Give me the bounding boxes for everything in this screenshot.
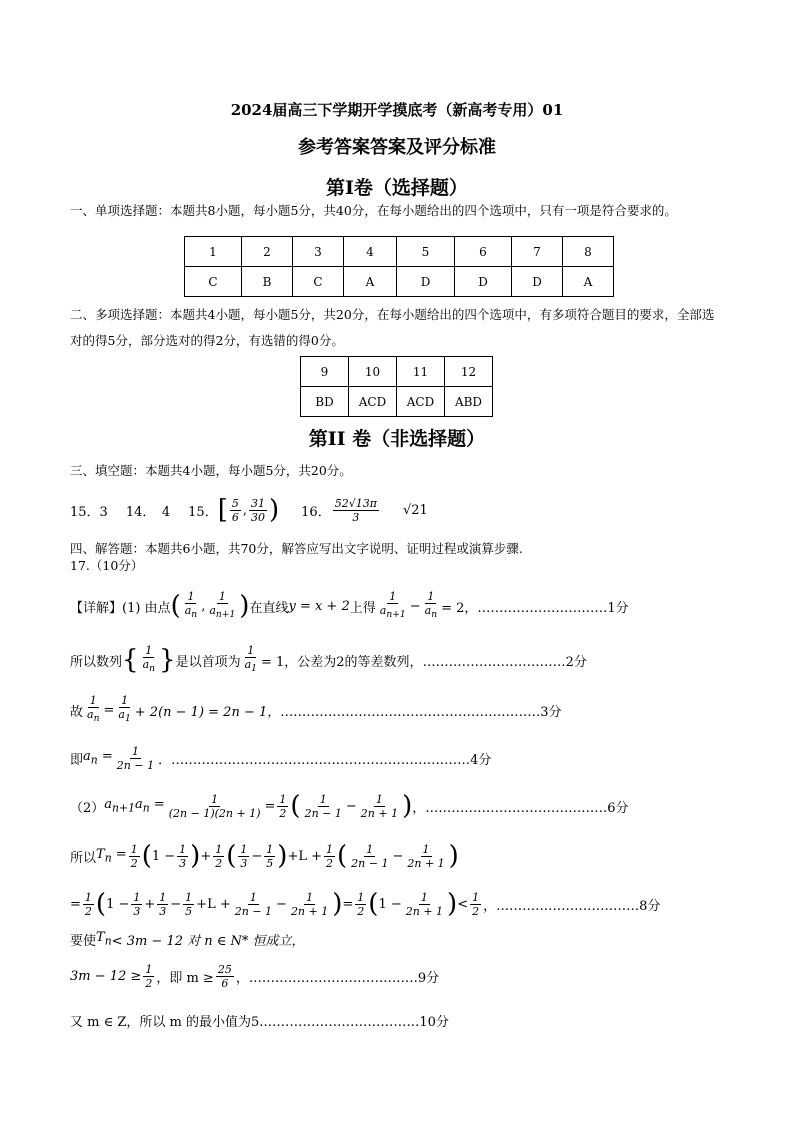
math-symbol: − [409, 598, 421, 614]
solution-text: 在直线 [249, 600, 289, 616]
solution-text: 【详解】(1) 由点 [70, 600, 171, 616]
score-marker: ……………………………………………………………4分 [171, 752, 492, 768]
table-cell: A [344, 267, 397, 297]
math-fraction: $\frac{1}{a_{n+1}}$ [379, 590, 406, 621]
score-marker: ……………………………2分 [422, 654, 587, 670]
math-symbol: ( [226, 841, 237, 871]
math-symbol: − [392, 848, 404, 864]
math-symbol: ( [337, 841, 348, 871]
math-symbol: 1 − [106, 896, 130, 912]
table-cell: D [397, 267, 455, 297]
answer-16-label: 16． [301, 504, 331, 520]
math-symbol: +L + [196, 896, 231, 912]
solution-line-5 [70, 786, 629, 826]
math-fraction: $\frac{1}{2}$ [215, 842, 223, 870]
question-17-label: 17.（10分） [70, 558, 144, 573]
single-choice-table [184, 236, 614, 297]
table-row [185, 267, 614, 297]
math-symbol: 1 − [378, 896, 402, 912]
math-fraction: $\frac{25}{6}$ [217, 962, 232, 990]
fill-blank-answers [70, 490, 428, 530]
math-symbol: ) [402, 791, 413, 821]
math-symbol: [ [217, 495, 228, 525]
math-fraction: $\frac{1}{a_1}$ [118, 694, 131, 725]
math-symbol: ) [190, 841, 201, 871]
solution-text: 要使 [70, 933, 97, 949]
score-marker: ………………………………10分 [263, 1014, 449, 1030]
exam-subtitle: 参考答案答案及评分标准 [298, 137, 496, 158]
math-symbol: , [201, 598, 206, 614]
score-marker: ……………………………………………………3分 [280, 704, 562, 720]
math-symbol: − [276, 896, 287, 912]
math-fraction: $\frac{1}{2n - 1}$ [116, 744, 155, 772]
table-cell: C [293, 267, 344, 297]
table-cell: 11 [397, 357, 445, 387]
math-fraction: $\frac{1}{a_{n+1}}$ [209, 590, 236, 621]
solution-line-2 [70, 640, 587, 680]
math-fraction: $\frac{1}{a_n}$ [184, 590, 198, 621]
math-symbol: ) [448, 841, 459, 871]
solution-text: （2） [70, 800, 105, 816]
part1-heading: 第I卷（选择题） [326, 177, 468, 199]
section2-intro: 二、多项选择题：本题共4小题，每小题5分，共20分，在每小题给出的四个选项中，有多项符合题目的要求，全部选对的得5分，部分选对的得2分，有选错的得0分。 [70, 307, 715, 348]
math-symbol: ( [95, 889, 107, 919]
math-fraction: $\frac{1}{2n + 1}$ [405, 890, 444, 918]
part2-heading: 第II 卷（非选择题） [308, 428, 486, 450]
math-fraction: $\frac{5}{6}$ [231, 496, 239, 524]
table-cell: B [242, 267, 293, 297]
math-fraction: $\frac{1}{2}$ [357, 890, 365, 918]
solution-text: ， [235, 970, 249, 986]
solution-line-8 [70, 924, 305, 954]
table-row [301, 357, 493, 387]
math-symbol: + [200, 848, 212, 864]
math-symbol: = [342, 896, 354, 912]
math-fraction: $\frac{1}{2}$ [472, 890, 480, 918]
solution-text: 故 [70, 704, 84, 720]
math-fraction: $\frac{31}{30}$ [251, 496, 265, 524]
table-cell: 8 [563, 237, 614, 267]
math-fraction: $\frac{1}{2}$ [145, 962, 153, 990]
math-symbol: ( [290, 791, 301, 821]
math-fraction: $\frac{1}{2}$ [279, 792, 287, 820]
table-row [301, 387, 493, 417]
score-marker: ……………………………………6分 [425, 800, 629, 816]
table-cell: 6 [455, 237, 512, 267]
math-symbol: ) [269, 495, 280, 525]
math-fraction: $\frac{1}{3}$ [159, 890, 167, 918]
table-cell: A [563, 267, 614, 297]
solution-line-6 [70, 836, 459, 876]
table-cell: BD [301, 387, 349, 417]
math-fraction: $\frac{1}{2}$ [130, 842, 138, 870]
solution-line-7 [70, 884, 660, 924]
math-fraction: $\frac{1}{a_n}$ [142, 644, 156, 675]
math-expression: + 2(n − 1) = 2n − 1， [134, 704, 281, 720]
math-symbol: ( [141, 841, 152, 871]
math-fraction: $\frac{1}{2n + 1}$ [360, 792, 399, 820]
math-fraction: $\frac{1}{2n - 1}$ [304, 792, 342, 820]
answer-16-second: √21 [402, 502, 428, 518]
math-symbol: 1 − [151, 848, 176, 864]
section4-intro: 四、解答题：本题共6小题，共70分，解答应写出文字说明、证明过程或演算步骤. [70, 541, 523, 556]
table-cell: 10 [349, 357, 397, 387]
math-symbol: − [170, 896, 182, 912]
solution-line-3 [70, 690, 562, 730]
score-marker: …………………………1分 [477, 600, 629, 616]
math-symbol: $T_n$ = [96, 847, 127, 865]
math-fraction: $\frac{52√13\pi}{3}$ [334, 496, 377, 524]
math-symbol: < [457, 896, 469, 912]
solution-text: = 2， [441, 600, 478, 616]
math-symbol: { [122, 645, 139, 675]
solution-line-4 [70, 738, 491, 778]
math-fraction: $\frac{1}{2}$ [326, 842, 333, 870]
table-row [185, 237, 614, 267]
solution-text: ，即 m ≥ [156, 970, 214, 986]
solution-text: 是以首项为 [175, 654, 241, 670]
math-symbol: = [70, 896, 81, 912]
solution-text: 所以数列 [70, 654, 123, 670]
math-symbol: = [103, 702, 115, 718]
solution-text: +L + [287, 848, 322, 864]
math-symbol: , [242, 502, 247, 518]
answer-15-label: 15． [188, 504, 218, 520]
solution-line-9 [70, 956, 439, 996]
math-fraction: $\frac{1}{2n + 1}$ [407, 842, 445, 870]
math-symbol: ， [483, 898, 497, 914]
math-fraction: $\frac{1}{(2n - 1)(2n + 1)}$ [168, 792, 261, 820]
math-fraction: $\frac{1}{2n - 1}$ [351, 842, 389, 870]
solution-text: 又 m ∈ Z，所以 m 的最小值为5. [70, 1014, 264, 1030]
table-cell: 4 [344, 237, 397, 267]
math-symbol: $a_n$ = [83, 749, 113, 767]
math-fraction: $\frac{1}{3}$ [240, 842, 248, 870]
math-symbol: ) [277, 841, 288, 871]
answer-14: 14． 4 [125, 504, 171, 520]
math-fraction: $\frac{1}{2n + 1}$ [290, 890, 329, 918]
table-cell: 12 [445, 357, 493, 387]
math-symbol: } [159, 645, 176, 675]
exam-title: 2024届高三下学期开学摸底考（新高考专用）01 [230, 101, 564, 119]
math-symbol: ) [447, 889, 458, 919]
math-symbol: − [251, 848, 263, 864]
math-fraction: $\frac{1}{5}$ [266, 842, 274, 870]
math-fraction: $\frac{1}{2}$ [84, 890, 92, 918]
table-cell: 7 [512, 237, 563, 267]
answer-13: 15．3 [70, 504, 108, 520]
math-fraction: $\frac{1}{5}$ [185, 890, 193, 918]
math-fraction: $\frac{1}{2n - 1}$ [234, 890, 273, 918]
math-expression: < 3m − 12 对 n ∈ N* 恒成立， [111, 933, 305, 949]
math-expression: y = x + 2 [288, 598, 350, 614]
math-symbol: $T_n$ [96, 930, 112, 948]
table-cell: 2 [242, 237, 293, 267]
score-marker: …………………………………9分 [248, 970, 440, 986]
math-expression: 3m − 12 ≥ [70, 968, 142, 984]
score-marker: ……………………………8分 [496, 898, 661, 914]
table-cell: 1 [185, 237, 242, 267]
solution-text: ， [412, 800, 426, 816]
math-symbol: = [264, 798, 276, 814]
math-symbol: ) [332, 889, 343, 919]
section3-intro: 三、填空题：本题共4小题，每小题5分，共20分。 [70, 463, 352, 478]
table-cell: ABD [445, 387, 493, 417]
math-symbol: ( [368, 889, 379, 919]
multi-choice-table [300, 356, 493, 417]
math-fraction: $\frac{1}{3}$ [179, 842, 187, 870]
math-symbol: ) [239, 591, 250, 621]
table-cell: ACD [397, 387, 445, 417]
solution-line-1 [70, 586, 629, 626]
solution-text: ． [158, 752, 172, 768]
table-cell: C [185, 267, 242, 297]
solution-text: = 1，公差为2的等差数列， [260, 654, 423, 670]
solution-text: 即 [70, 752, 84, 768]
math-fraction: $\frac{1}{a_1}$ [244, 644, 257, 675]
math-symbol: − [345, 798, 357, 814]
math-symbol: $a_{n+1}a_n$ = [104, 797, 165, 815]
table-cell: 5 [397, 237, 455, 267]
math-symbol: ( [170, 591, 181, 621]
solution-text: 上得 [349, 600, 376, 616]
math-fraction: $\frac{1}{a_n}$ [424, 590, 438, 621]
table-cell: ACD [349, 387, 397, 417]
math-fraction: $\frac{1}{3}$ [133, 890, 141, 918]
section1-intro: 一、单项选择题：本题共8小题，每小题5分，共40分，在每小题给出的四个选项中，只有一项是符合要求的。 [70, 203, 677, 218]
solution-text: 所以 [70, 850, 97, 866]
solution-line-10 [70, 1000, 449, 1040]
math-fraction: $\frac{1}{a_n}$ [87, 694, 100, 725]
table-cell: D [512, 267, 563, 297]
table-cell: 9 [301, 357, 349, 387]
table-cell: 3 [293, 237, 344, 267]
math-symbol: + [144, 896, 156, 912]
table-cell: D [455, 267, 512, 297]
